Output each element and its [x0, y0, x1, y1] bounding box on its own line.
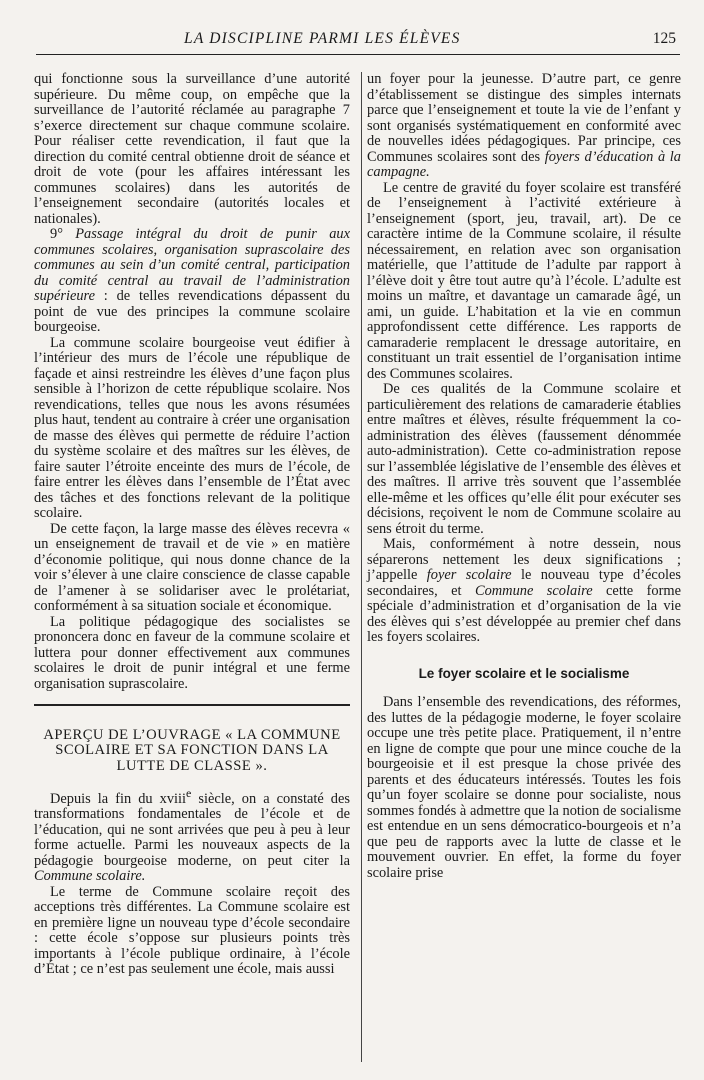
paragraph: [34, 227, 350, 336]
paragraph: [34, 786, 350, 885]
paragraph: Dans l’ensemble des revendications, des réformes, des luttes de la pédagogie moderne, le foyer scolaire occupe une très petite place. Pratiquement, il n’entre en ligne de compte que pour une mince couche de la bourgeoisie et il est presque la chose privée des parents et des éducateurs intéressés. Toutes les fois qu’un foyer scolaire se donne pour socialiste, nous sommes fondés à admettre que la notion de socialisme est entendue en un sens démocratico-bourgeois et n’a que peu de rapports avec la lutte de classe et le mouvement ouvrier. En effet, la forme du foyer scolaire prise: [367, 694, 681, 881]
emphasis: Passage intégral du droit de punir aux communes scolaires, organisation suprascolaire des communes au sein d’un comité central, participation du comité central au travail de l’administration supérieure: [34, 226, 350, 304]
paragraph: Le centre de gravité du foyer scolaire est transféré de l’enseignement à l’activité extérieure à l’enseignement (sport, jeu, travail, art). De ce caractère intime de la Commune scolaire, il résulte nécessairement, en relation avec son organisation matérielle, que l’attitude de l’adulte par rapport à l’élève doit y être tout autre qu’à l’école. L’adulte est moins un maître, et davantage un camarade âgé, un ami, un guide. L’habitation et la vie en commun approfondissent cette différence. Les rapports de camaraderie remplacent le dressage autoritaire, en constituant un trait essentiel de l’organisation intime des Communes scolaires.: [367, 179, 681, 382]
paragraph: [367, 72, 681, 181]
paragraph-text: le nouveau type d’écoles secondaires, et: [367, 567, 682, 599]
paragraph: La commune scolaire bourgeoise veut édifier à l’intérieur des murs de l’école une république de façade et ainsi restreindre les élèves d’une façon plus sensible à l’horizon de cette république scolaire. Nos revendications, telles que nous les avons résumées plus haut, tendent au contraire à créer une organisation de masse des élèves qui permette de réduire l’action du système scolaire et des maîtres sur les élèves, de faire sauter l’étroite enceinte des murs de l’école, de faire entrer les élèves dans l’ensemble de l’État avec des tâches et des fonctions relevant de la politique scolaire.: [34, 334, 350, 521]
section-divider: [34, 704, 350, 706]
paragraph: Le terme de Commune scolaire reçoit des acceptions très différentes. La Commune scolaire est en première ligne un nouveau type d’école secondaire : cette école s’oppose sur plusieurs points très importants à l’école publique ordinaire, à l’école d’État ; ce n’est pas seulement une école, mais aussi: [34, 883, 350, 978]
paragraph: De cette façon, la large masse des élèves recevra « un enseignement de travail et de vie » en matière d’économie politique, qui nous donne chance de la voir s’élever à une claire conscience de classe capable de l’amener à se solidariser avec le prolétariat, conformément à sa situation sociale et économique.: [34, 520, 350, 614]
running-title: LA DISCIPLINE PARMI LES ÉLÈVES: [184, 30, 461, 47]
section-title: APERÇU DE L’OUVRAGE « LA COMMUNE SCOLAIRE ET SA FONCTION DANS LA LUTTE DE CLASSE ».: [43, 726, 341, 774]
emphasis: foyers d’éducation à la campagne.: [367, 148, 681, 180]
superscript: e: [186, 786, 192, 800]
paragraph-text: cette forme spéciale d’administration et d’organisation de la vie des élèves qui s’est développée au premier chef dans les foyers scolaires.: [367, 582, 681, 645]
paragraph: De ces qualités de la Commune scolaire et particulièrement des relations de camaraderie établies entre maîtres et élèves, résulte fréquemment la co-administration des élèves (faussement dénommée auto-administration). Cette co-administration repose sur l’assemblée législative de l’ensemble des élèves et des maîtres. Il arrive très souvent que l’assemblée elle-même et les offices qu’elle élit pour exécuter ses décisions, reçoivent le nom de Commune scolaire au sens étroit du terme.: [367, 381, 681, 537]
right-column: [367, 72, 681, 881]
left-column: [34, 72, 350, 978]
running-header: [36, 28, 680, 55]
emphasis: Commune scolaire.: [34, 868, 146, 885]
subsection-heading: Le foyer scolaire et le socialisme: [418, 665, 630, 681]
column-rule: [361, 72, 362, 1062]
paragraph-text: Mais, conformément à notre dessein, nous séparerons nettement les deux significations ; j’appelle: [367, 536, 681, 583]
paragraph-text: siècle, on a constaté des transformations fondamentales de l’école et de l’éducation, qui ne sont arrivées que peu à peu à leur forme actuelle. Parmi les nouveaux aspects de la pédagogie bourgeoise moderne, on peut citer la: [34, 790, 350, 869]
paragraph-text: un foyer pour la jeunesse. D’autre part, ce genre d’établissement se distingue des simples internats parce que l’enseignement et toute la vie de l’enfant y sont organisés systématiquement en conformité avec de nouvelles idées pédagogiques. Par principe, ces Communes scolaires sont des: [367, 71, 681, 165]
emphasis: Commune scolaire: [474, 582, 593, 599]
page-number: 125: [652, 30, 676, 47]
paragraph: [367, 537, 681, 646]
emphasis: foyer scolaire: [426, 567, 512, 583]
item-number: 9°: [50, 226, 63, 242]
paragraph-text: : de telles revendications dépassent du point de vue des principes la commune scolaire bourgeoise.: [34, 288, 350, 335]
paragraph-text: Depuis la fin du xviii: [50, 790, 187, 807]
paragraph: qui fonctionne sous la surveillance d’une autorité supérieure. Du même coup, on empêche que la surveillance de l’autorité réclamée au paragraphe 7 s’exerce directement sur chaque commune scolaire. Pour réaliser cette revendication, il faut que la direction du comité central obtienne droit de séance et droit de vote (pour les affaires intéressant les communes scolaires) dans les autorités de l’enseignement secondaire (autorités locales et nationales).: [34, 71, 350, 227]
paragraph: La politique pédagogique des socialistes se prononcera donc en faveur de la commune scolaire et luttera pour donner effectivement aux communes scolaires le droit de punir intégral et une ferme organisation suprascolaire.: [34, 613, 350, 692]
